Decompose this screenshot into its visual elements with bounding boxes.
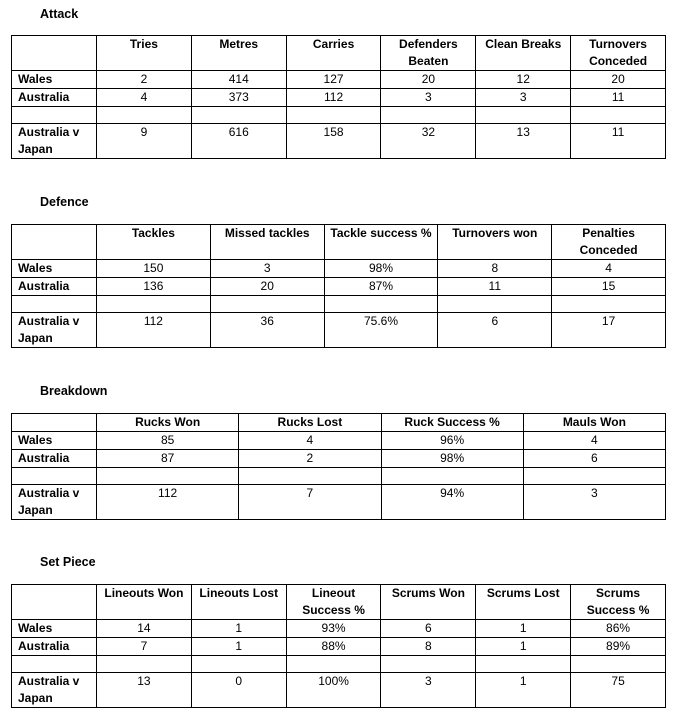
table-cell: 112: [286, 89, 381, 107]
table-cell: 414: [191, 71, 286, 89]
table-cell: 88%: [286, 638, 381, 656]
table-row: [12, 620, 666, 638]
column-header: Scrums Lost: [476, 585, 571, 620]
breakdown-table: [11, 413, 666, 520]
table-cell: 3: [381, 89, 476, 107]
section-title-breakdown: Breakdown: [40, 384, 108, 398]
table-cell: 127: [286, 71, 381, 89]
table-cell: 158: [286, 124, 381, 159]
row-label: Australia v Japan: [12, 485, 97, 520]
column-header: Lineout Success %: [286, 585, 381, 620]
row-label: Wales: [12, 71, 97, 89]
table-cell: 13: [97, 673, 192, 708]
table-row: [12, 432, 666, 450]
table-cell: 150: [97, 260, 211, 278]
table-cell: 15: [552, 278, 666, 296]
table-row: [12, 638, 666, 656]
table-cell: 3: [381, 673, 476, 708]
table-cell: 616: [191, 124, 286, 159]
table-cell: 98%: [381, 450, 523, 468]
defence-table: [11, 224, 666, 348]
header-corner-cell: [12, 414, 97, 432]
table-cell: 4: [552, 260, 666, 278]
table-cell: 36: [210, 313, 324, 348]
column-header: Tries: [97, 36, 192, 71]
table-cell: 0: [191, 673, 286, 708]
table-cell: 94%: [381, 485, 523, 520]
table-cell: 6: [381, 620, 476, 638]
row-label: Australia v Japan: [12, 673, 97, 708]
column-header: Scrums Success %: [571, 585, 666, 620]
table-cell: 20: [210, 278, 324, 296]
blank-row: [12, 468, 666, 485]
table-cell: 89%: [571, 638, 666, 656]
table-cell: 11: [438, 278, 552, 296]
row-label: Wales: [12, 260, 97, 278]
table-cell: 3: [476, 89, 571, 107]
table-cell: 75.6%: [324, 313, 438, 348]
table-header-row: [12, 585, 666, 620]
row-label: Wales: [12, 432, 97, 450]
table-cell: 8: [438, 260, 552, 278]
table-cell: 96%: [381, 432, 523, 450]
column-header: Lineouts Won: [97, 585, 192, 620]
row-label: Wales: [12, 620, 97, 638]
column-header: Metres: [191, 36, 286, 71]
column-header: Ruck Success %: [381, 414, 523, 432]
section-title-attack: Attack: [40, 7, 79, 21]
table-cell: 12: [476, 71, 571, 89]
header-corner-cell: [12, 585, 97, 620]
set-piece-table: [11, 584, 666, 708]
table-cell: 136: [97, 278, 211, 296]
table-cell: 85: [97, 432, 239, 450]
table-cell: 17: [552, 313, 666, 348]
table-cell: 100%: [286, 673, 381, 708]
table-cell: 93%: [286, 620, 381, 638]
column-header: Penalties Conceded: [552, 225, 666, 260]
table-cell: 14: [97, 620, 192, 638]
table-row: [12, 278, 666, 296]
table-header-row: [12, 225, 666, 260]
column-header: Scrums Won: [381, 585, 476, 620]
blank-row: [12, 656, 666, 673]
column-header: Tackle success %: [324, 225, 438, 260]
table-cell: 20: [381, 71, 476, 89]
header-corner-cell: [12, 36, 97, 71]
table-cell: 6: [438, 313, 552, 348]
table-cell: 3: [210, 260, 324, 278]
row-label: Australia: [12, 89, 97, 107]
column-header: Turnovers Conceded: [571, 36, 666, 71]
table-cell: 20: [571, 71, 666, 89]
column-header: Lineouts Lost: [191, 585, 286, 620]
column-header: Rucks Lost: [239, 414, 381, 432]
table-row: [12, 71, 666, 89]
attack-table: [11, 35, 666, 159]
table-row: [12, 260, 666, 278]
column-header: Turnovers won: [438, 225, 552, 260]
table-cell: 11: [571, 124, 666, 159]
table-cell: 98%: [324, 260, 438, 278]
table-cell: 32: [381, 124, 476, 159]
table-cell: 1: [476, 638, 571, 656]
table-cell: 2: [239, 450, 381, 468]
table-cell: 4: [97, 89, 192, 107]
column-header: Rucks Won: [97, 414, 239, 432]
section-title-defence: Defence: [40, 195, 89, 209]
blank-row: [12, 107, 666, 124]
section-title-set-piece: Set Piece: [40, 555, 96, 569]
table-row: [12, 485, 666, 520]
column-header: Missed tackles: [210, 225, 324, 260]
row-label: Australia: [12, 450, 97, 468]
table-cell: 8: [381, 638, 476, 656]
table-row: [12, 89, 666, 107]
table-cell: 4: [239, 432, 381, 450]
table-cell: 2: [97, 71, 192, 89]
blank-row: [12, 296, 666, 313]
table-cell: 112: [97, 313, 211, 348]
table-row: [12, 313, 666, 348]
column-header: Carries: [286, 36, 381, 71]
column-header: Tackles: [97, 225, 211, 260]
table-cell: 1: [191, 620, 286, 638]
table-row: [12, 673, 666, 708]
table-cell: 11: [571, 89, 666, 107]
table-cell: 87%: [324, 278, 438, 296]
table-cell: 112: [97, 485, 239, 520]
table-row: [12, 450, 666, 468]
table-cell: 7: [239, 485, 381, 520]
table-cell: 1: [476, 620, 571, 638]
row-label: Australia v Japan: [12, 313, 97, 348]
table-cell: 373: [191, 89, 286, 107]
table-header-row: [12, 414, 666, 432]
column-header: Clean Breaks: [476, 36, 571, 71]
table-cell: 6: [523, 450, 665, 468]
table-cell: 1: [191, 638, 286, 656]
table-cell: 4: [523, 432, 665, 450]
table-cell: 9: [97, 124, 192, 159]
table-cell: 3: [523, 485, 665, 520]
table-cell: 87: [97, 450, 239, 468]
row-label: Australia: [12, 638, 97, 656]
column-header: Defenders Beaten: [381, 36, 476, 71]
table-cell: 75: [571, 673, 666, 708]
column-header: Mauls Won: [523, 414, 665, 432]
table-cell: 1: [476, 673, 571, 708]
row-label: Australia v Japan: [12, 124, 97, 159]
table-row: [12, 124, 666, 159]
table-header-row: [12, 36, 666, 71]
row-label: Australia: [12, 278, 97, 296]
table-cell: 13: [476, 124, 571, 159]
header-corner-cell: [12, 225, 97, 260]
table-cell: 86%: [571, 620, 666, 638]
table-cell: 7: [97, 638, 192, 656]
